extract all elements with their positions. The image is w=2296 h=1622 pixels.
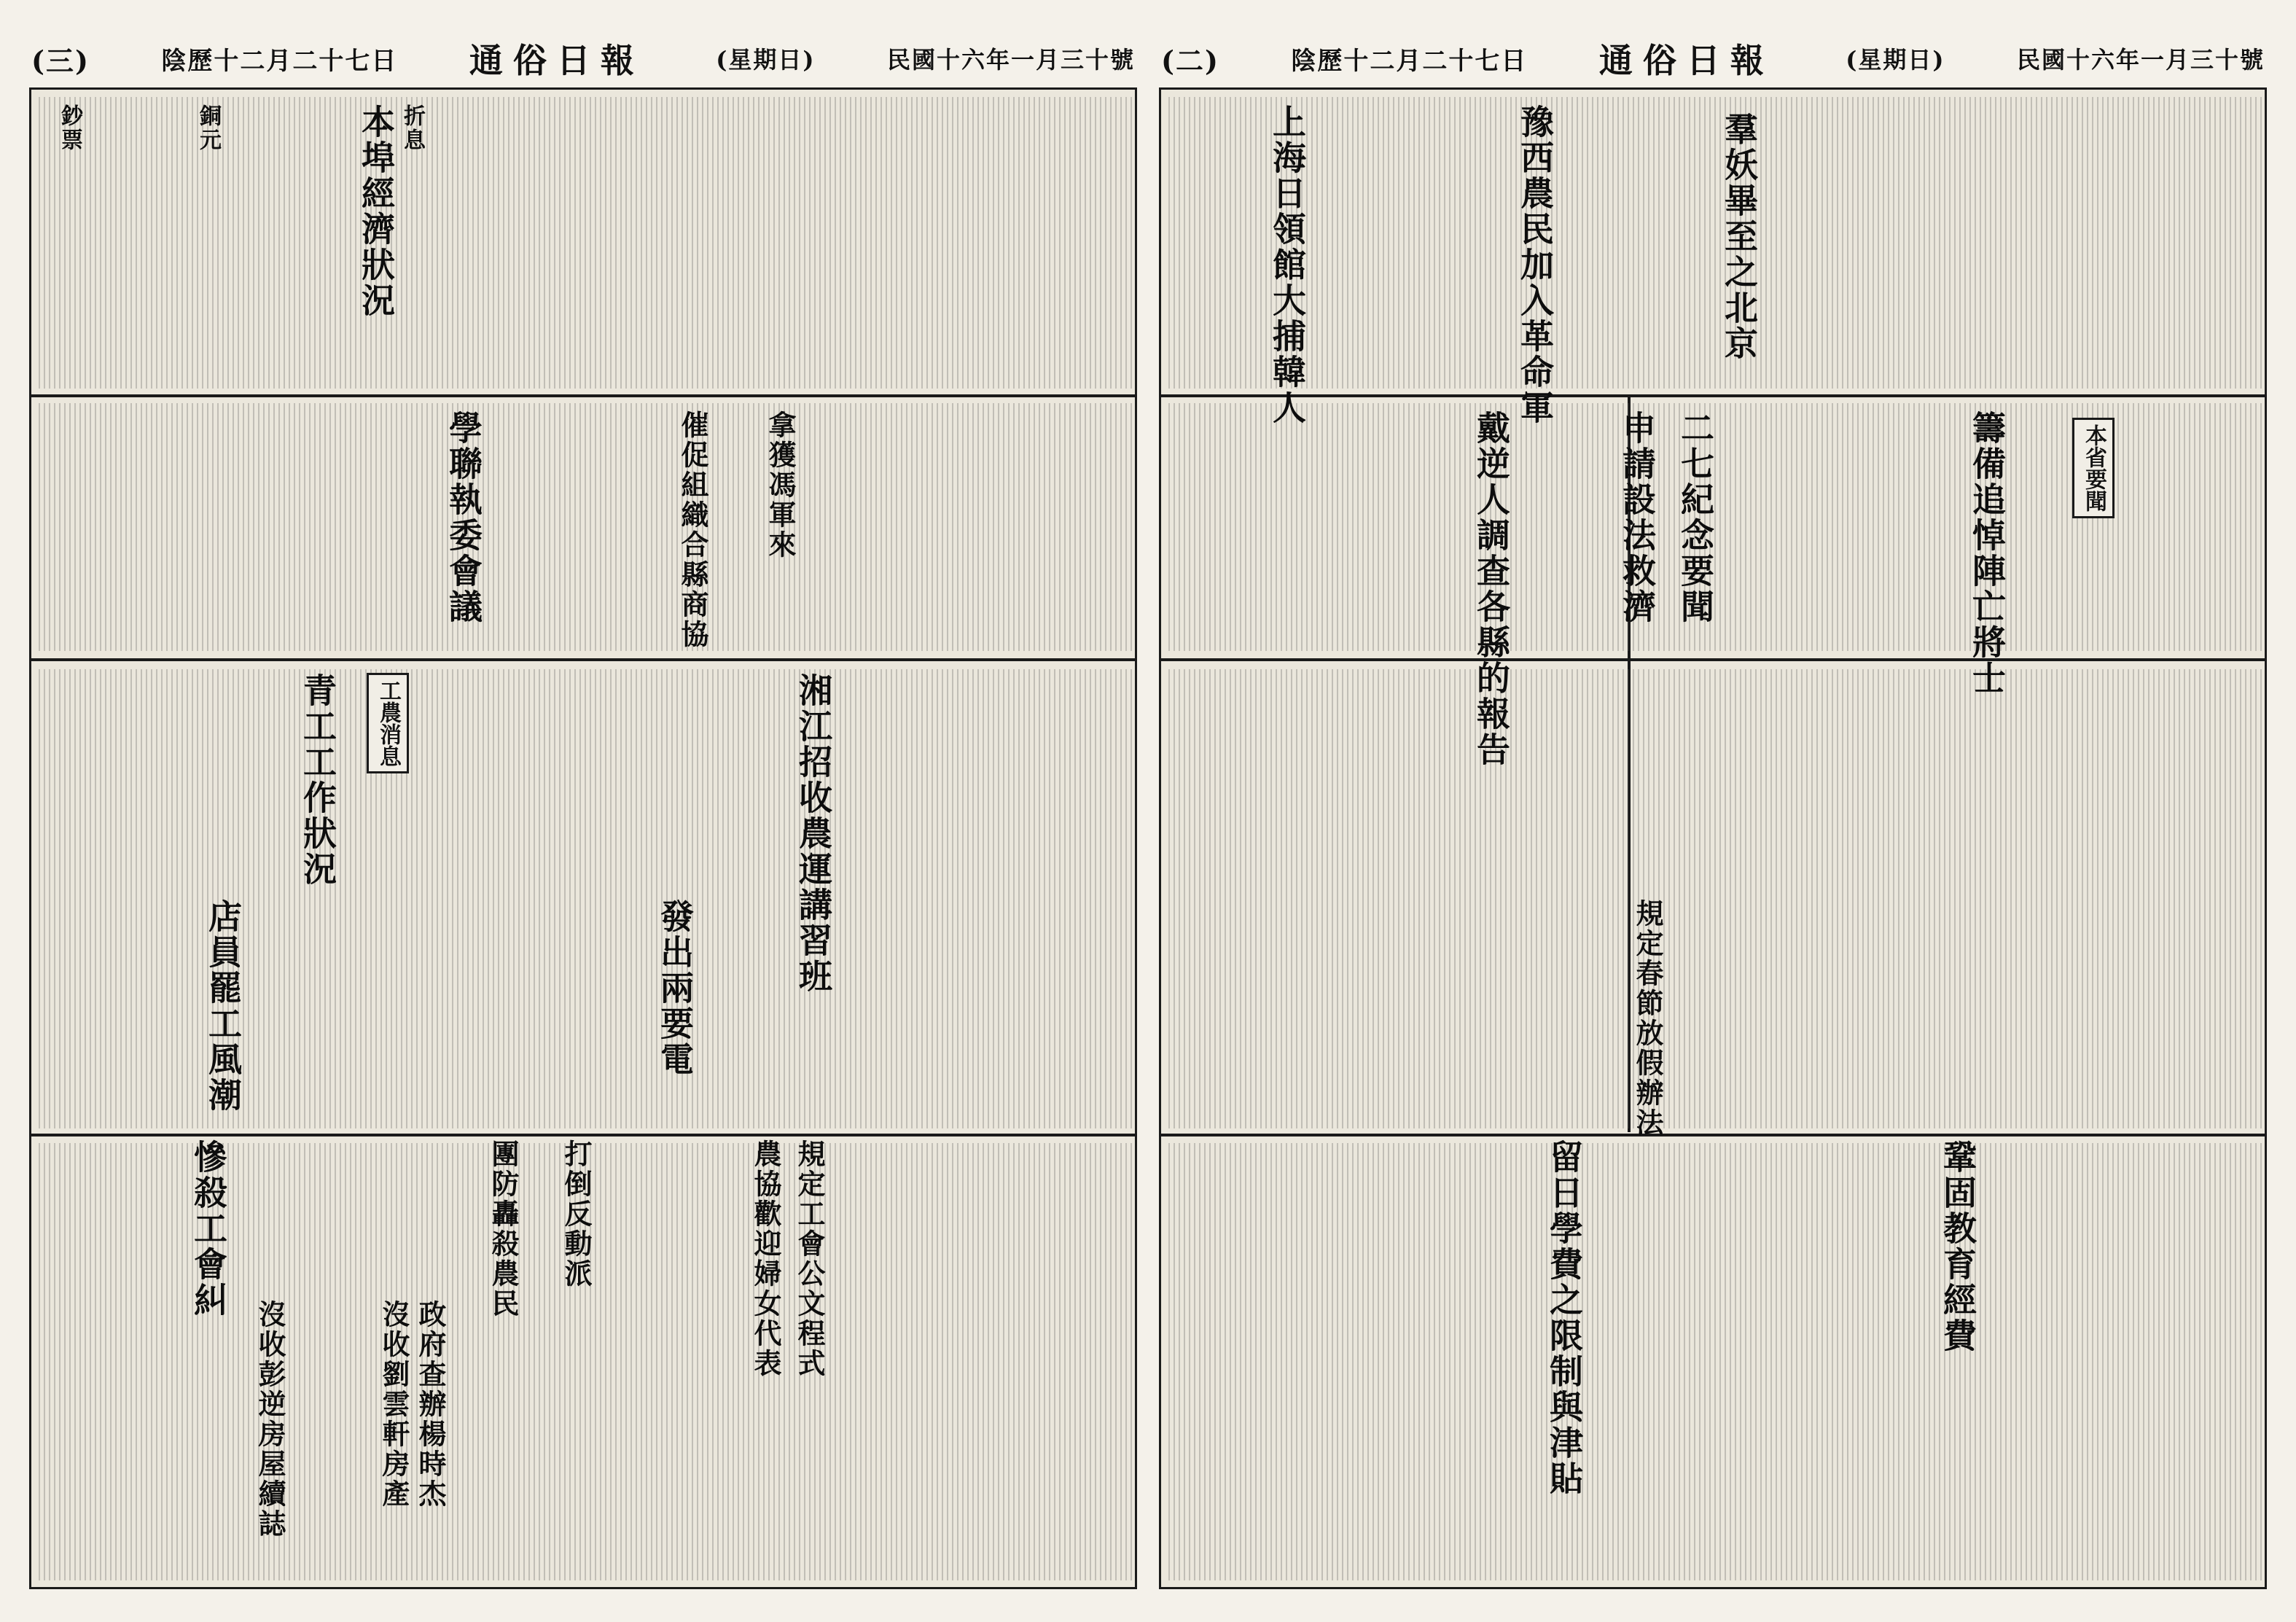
headline-dachu: 打倒反動派: [560, 1139, 592, 1289]
headline-clerks: 店員罷工風潮: [203, 899, 243, 1113]
headline-lianghu: 學聯執委會議: [444, 410, 483, 625]
headline-massacre: 慘殺工會糾: [189, 1139, 228, 1318]
left-rule-3: [31, 1134, 1135, 1136]
right-lunar-date: 陰歷十二月二十七日: [1291, 46, 1528, 76]
headline-henan: 豫西農民加入革命軍: [1515, 104, 1555, 426]
page-three: [29, 41, 1137, 1589]
right-text-block-bottom: [1168, 1143, 2262, 1580]
left-rule-1: [31, 394, 1135, 397]
headline-edu: 鞏固教育經費: [1938, 1139, 1977, 1354]
headline-zhengfu: 政府查辦楊時杰: [414, 1300, 446, 1509]
headline-cuicu: 催促組織合縣商協: [676, 410, 708, 650]
headline-chao-note: 鈔票: [57, 104, 82, 152]
left-rule-2: [31, 658, 1135, 661]
left-lunar-date: 陰歷十二月二十七日: [161, 46, 398, 76]
headline-peng: 沒收彭逆房屋續誌: [254, 1300, 286, 1539]
right-paper-title: 通俗日報: [1598, 41, 1774, 80]
headline-erqi: 二七紀念要聞: [1676, 410, 1715, 625]
right-rule-1: [1161, 394, 2265, 397]
headline-women: 農協歡迎婦女代表: [749, 1139, 781, 1379]
headline-union-rules: 規定工會公文程式: [793, 1139, 825, 1379]
headline-economy: 本埠經濟狀況: [356, 104, 396, 319]
headline-youth-workers: 青工工作狀況: [298, 673, 337, 887]
right-masthead: [1161, 33, 2265, 84]
headline-demon: 羣妖畢至之北京: [1719, 112, 1759, 362]
page-two: [1159, 41, 2267, 1589]
headline-daiyi: 戴逆人調查各縣的報告: [1472, 410, 1511, 768]
headline-tuanfang: 團防轟殺農民: [487, 1139, 519, 1319]
left-weekday: (星期日): [716, 46, 816, 74]
headline-liu: 沒收劉雲軒房產: [378, 1300, 410, 1509]
headline-silver-note: 折息: [399, 104, 425, 152]
headline-japan: 留日學費之限制與津貼: [1545, 1139, 1584, 1497]
headline-copper-note: 銅元: [195, 104, 221, 152]
left-date: 民國十六年一月三十號: [886, 46, 1135, 74]
right-page-number: (二): [1161, 44, 1219, 77]
right-date: 民國十六年一月三十號: [2016, 46, 2265, 74]
headline-shanghai: 上海日領館大捕韓人: [1268, 104, 1307, 426]
right-rule-2: [1161, 658, 2265, 661]
headline-telegram: 發出兩要電: [655, 899, 695, 1077]
left-text-block-upper: [39, 403, 1132, 651]
headline-mourn: 籌備追悼陣亡將士: [1967, 410, 2007, 696]
section-workers-news: 工農消息: [367, 673, 409, 773]
headline-relief: 申請設法救濟: [1617, 410, 1657, 625]
left-page-number: (三): [31, 44, 90, 77]
section-local-news: 本省要聞: [2072, 418, 2115, 518]
headline-spring: 規定春節放假辦法: [1631, 899, 1663, 1138]
right-rule-3: [1161, 1134, 2265, 1136]
headline-xiangjiang: 湘江招收農運講習班: [794, 673, 833, 994]
right-weekday: (星期日): [1846, 46, 1945, 74]
left-paper-title: 通俗日報: [469, 41, 644, 80]
right-text-block-middle: [1168, 669, 2262, 1128]
left-masthead: [31, 33, 1135, 84]
headline-kuangzhi: 拿獲馮軍來: [764, 410, 796, 560]
